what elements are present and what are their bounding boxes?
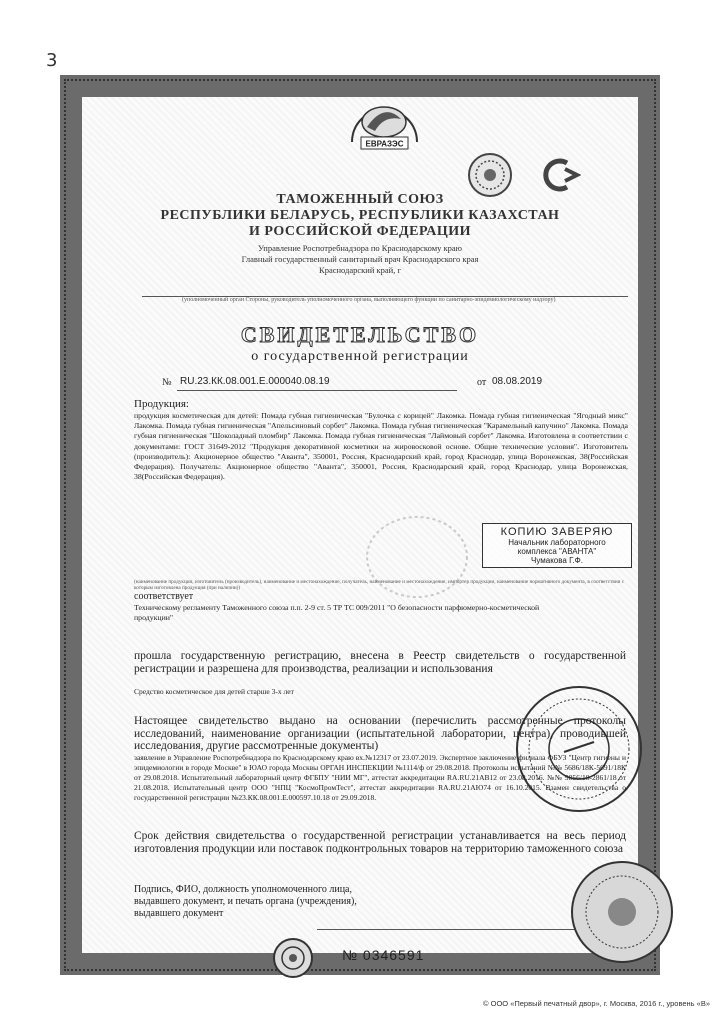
printer-footer: © ООО «Первый печатный двор», г. Москва, 2016 г., уровень «В» bbox=[483, 999, 710, 1008]
eurasec-emblem-icon bbox=[347, 97, 422, 155]
copy-stamp-line-2: комплекса "АВАНТА" bbox=[517, 547, 597, 556]
page-mark: 3 bbox=[46, 50, 58, 71]
signer-caption: Подпись, ФИО, должность уполномоченного лица, выдавшего документ, и печать органа (учреждения), выдавшего документ bbox=[134, 884, 357, 919]
copy-stamp-line-3: Чумакова Г.Ф. bbox=[531, 556, 583, 565]
number-underline bbox=[177, 390, 457, 391]
certificate-title: СВИДЕТЕЛЬСТВО bbox=[240, 322, 480, 347]
coat-of-arms-icon bbox=[272, 937, 314, 979]
copy-certified-stamp bbox=[482, 523, 632, 568]
registration-date: 08.08.2019 bbox=[492, 376, 543, 387]
certificate-subtitle: о государственной регистрации bbox=[251, 349, 469, 364]
copy-stamp-title: КОПИЮ ЗАВЕРЯЮ bbox=[500, 526, 614, 538]
validity-statement: Срок действия свидетельства о государственной регистрации устанавливается на весь период изготовления продукции или поставок подконтрольных товаров на территорию таможенного союза bbox=[134, 830, 626, 855]
date-label: от bbox=[477, 377, 487, 388]
usage-scope: Средство косметическое для детей старше 3-х лет bbox=[134, 687, 294, 696]
product-caption: (наименование продукции, изготовитель (производитель), наименование и местонахождение, получатель, наименование и местонахождение, импортер продукции, наименование нормативного документа, в соответствии с которым изготовлена продукция (при наличии)) bbox=[134, 579, 624, 591]
conformity-label: соответствует bbox=[134, 591, 194, 602]
product-description: продукция косметическая для детей: Помада губная гигиеническая "Булочка с корицей" Лакомка. Помада губная гигиеническая "Ягодный микс" Лакомка. Помада губная гигиеническая "Апельсиновый сорбет" Лакомка. Помада губная гигиеническая "Карамельный капучино" Лакомка. Помада губная гигиеническая "Шоколадный пломбир" Лакомка. Помада губная гигиеническая "Лаймовый сорбет" Лакомка. Изготовлена в соответствии с документами: ГОСТ 31649-2012 "Продукция декоративной косметики на жировосковой основе. Общие технические условия". Изготовитель (производитель): Акционерное общество "Аванта", 350001, Россия, Краснодарский край, город Краснодар, улица Воронежская, 38(Российская Федерация). Получатель: Акционерное общество "Аванта", 350001, Россия, Краснодарский край, город Краснодар, улица Воронежская, 38(Российская Федерация). bbox=[134, 411, 628, 482]
header-line-3: И РОССИЙСКОЙ ФЕДЕРАЦИИ bbox=[249, 224, 471, 239]
basis-documents: заявление в Управление Роспотребнадзора по Краснодарскому краю вх.№12317 от 23.07.2019. Экспертное заключение филиала ФБУЗ "Центр гигиены и эпидемиологии в городе Москве" в ЮАО города Москвы ОРГАН ИНСПЕКЦИИ №1114/ф от 29.08.2018. Протоколы испытаний №№ 5686/18К-5691/18К от 29.08.2018. Испытательный лабораторный центр ФГБПУ "НИИ МГ", аттестат аккредитации RA.RU.21АВ12 от 23.08.2016. №№ 9856/18-2861/18 от 21.08.2018. Испытательный центр ООО "НПЦ "КосмоПромТест", аттестат аккредитации RA.RU.21АЮ74 от 16.10.2015. Взамен свидетельства о государственной регистрации №23.КК.08.001.Е.000597.10.18 от 29.09.2018. bbox=[134, 753, 626, 802]
number-label: № bbox=[162, 377, 172, 388]
product-label: Продукция: bbox=[134, 398, 189, 410]
header-line-1: ТАМОЖЕННЫЙ СОЮЗ bbox=[276, 192, 444, 207]
issuer-line-2: Главный государственный санитарный врач Краснодарского края bbox=[241, 254, 479, 264]
conformity-text: Техническому регламенту Таможенного союза п.п. 2-9 ст. 5 ТР ТС 009/2011 "О безопасности парфюмерно-косметической продукции" bbox=[134, 603, 540, 622]
registration-statement: прошла государственную регистрацию, внесена в Реестр свидетельств о государственной регистрации и разрешена для производства, реализации и использования bbox=[134, 650, 626, 675]
issuer-line-1: Управление Роспотребнадзора по Краснодарскому краю bbox=[258, 243, 462, 253]
authority-round-stamp-icon bbox=[567, 857, 677, 967]
eurasec-logo-text: ЕВРАЗЭС bbox=[365, 139, 404, 149]
issuer-caption: (уполномоченный орган Стороны, руководитель уполномоченного органа, выполняющего функции по санитарно-эпидемиологическому надзору) bbox=[182, 297, 556, 303]
registration-number: RU.23.КК.08.001.Е.000040.08.19 bbox=[180, 376, 330, 387]
hologram-logo-icon bbox=[537, 155, 581, 195]
certificate-frame bbox=[60, 75, 660, 975]
issuer-line-3: Краснодарский край, г bbox=[319, 265, 401, 275]
basis-statement: Настоящее свидетельство выдано на основании (перечислить рассмотренные протоколы исследований, наименование организации (испытательной лаборатории, центра), проводившей исследования, другие рассмотренные документы) bbox=[134, 715, 626, 752]
copy-stamp-line-1: Начальник лабораторного bbox=[508, 538, 606, 547]
header-line-2: РЕСПУБЛИКИ БЕЛАРУСЬ, РЕСПУБЛИКИ КАЗАХСТАН bbox=[160, 208, 560, 223]
serial-number: № 0346591 bbox=[342, 947, 425, 963]
certificate-body bbox=[82, 97, 638, 963]
